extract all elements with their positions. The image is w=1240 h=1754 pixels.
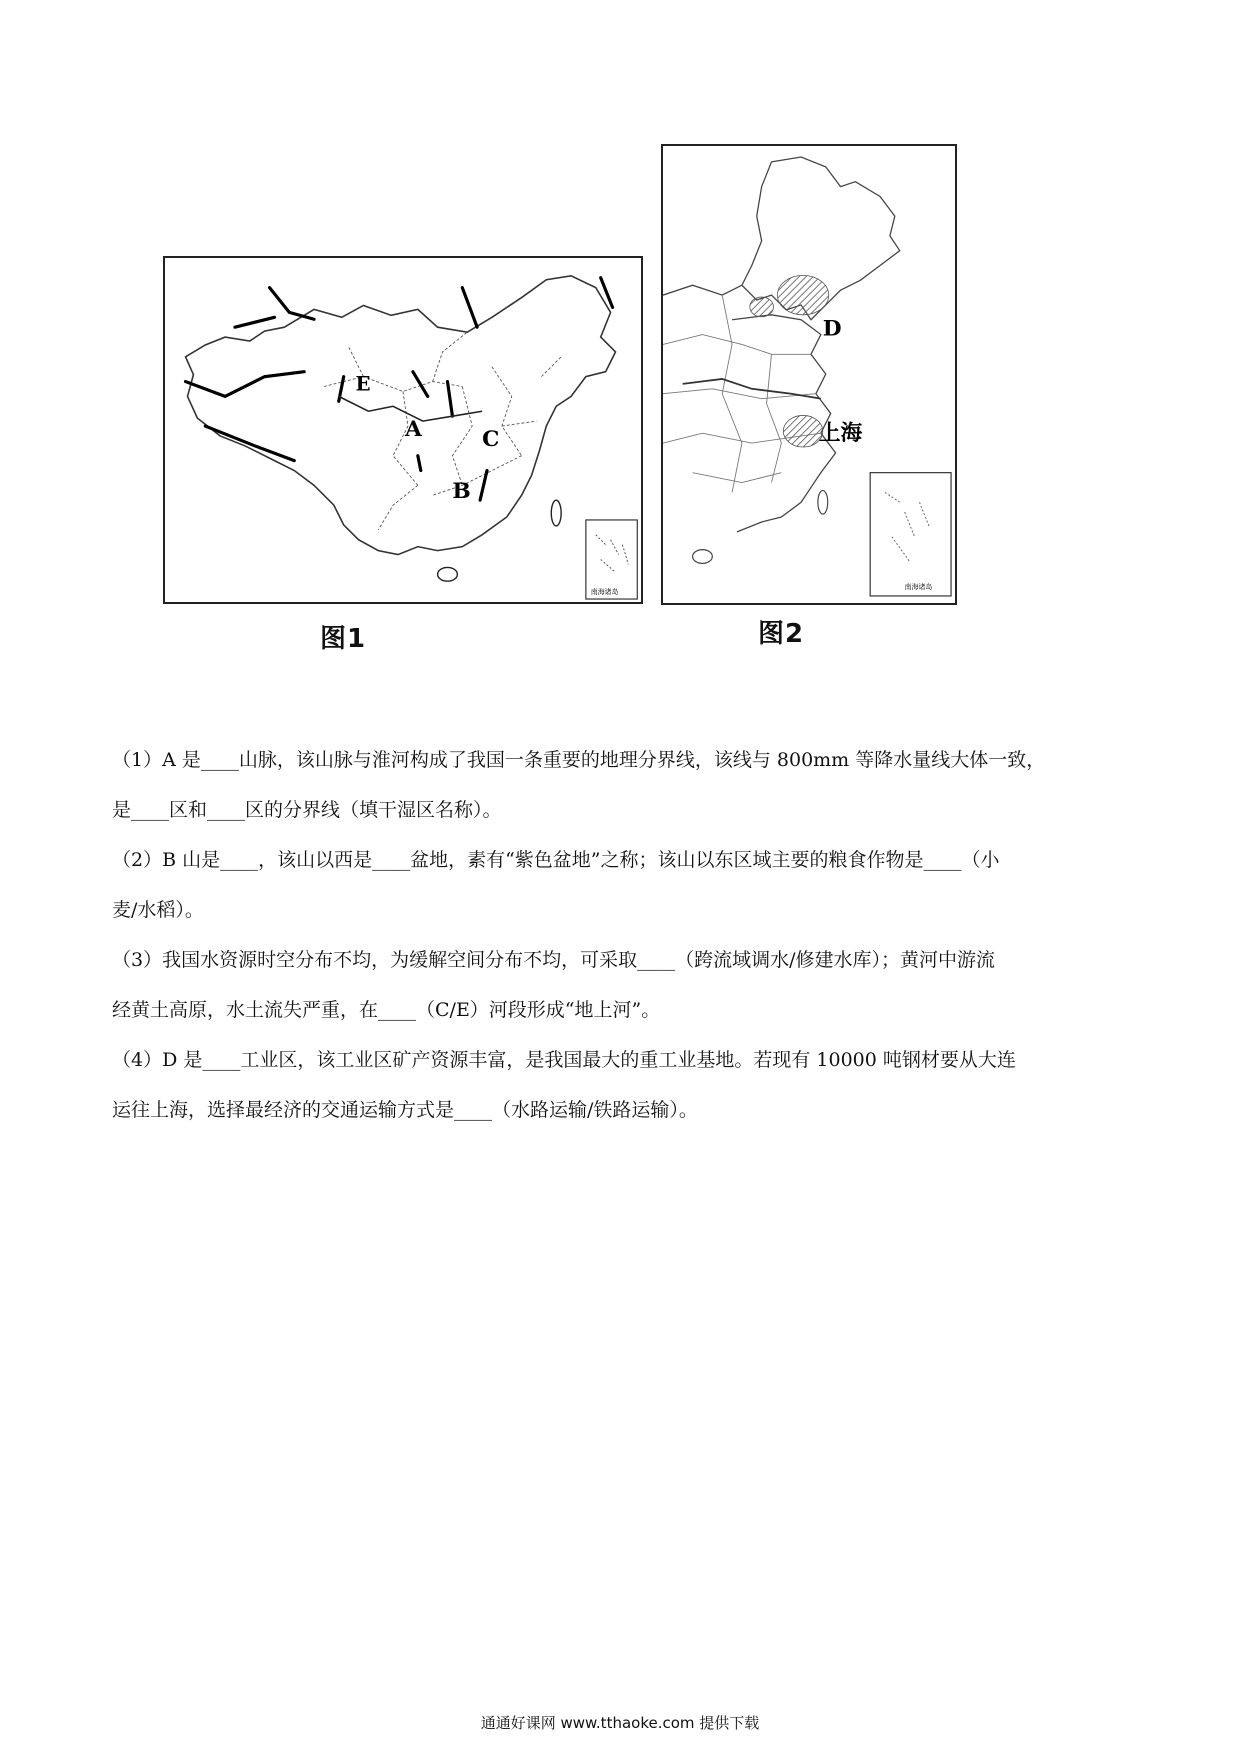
hatched-region-d-small [750, 297, 774, 317]
inset-label: 南海诸岛 [590, 588, 619, 597]
question-line: （3）我国水资源时空分布不均，为缓解空间分布不均，可采取____（跨流域调水/修建水库）；黄河中游流 [112, 949, 995, 971]
label-d: D [822, 316, 842, 342]
page-footer: 通通好课网 www.tthaoke.com 提供下载 [480, 1714, 760, 1732]
question-line: 经黄土高原，水土流失严重，在____（C/E）河段形成“地上河”。 [112, 999, 661, 1021]
question-2 [112, 835, 1132, 935]
hainan-island [438, 567, 458, 581]
question-line: 运往上海，选择最经济的交通运输方式是____（水路运输/铁路运输）。 [112, 1099, 698, 1121]
label-e: E [355, 371, 371, 396]
inset-label: 南海诸岛 [904, 583, 933, 592]
hatched-region-shanghai [783, 415, 822, 447]
question-line: 是____区和____区的分界线（填干湿区名称）。 [112, 799, 502, 821]
figure-2-caption: 图2 [758, 619, 805, 649]
china-map-drawing [165, 258, 641, 602]
figure-1-caption: 图1 [320, 624, 367, 654]
hatched-region-d [777, 275, 828, 314]
label-a: A [404, 416, 422, 442]
figure-2-map [661, 144, 957, 605]
question-line: （1）A 是____山脉，该山脉与淮河构成了我国一条重要的地理分界线，该线与 800mm 等降水量线大体一致， [112, 749, 1046, 771]
label-c: C [482, 426, 500, 452]
question-line: （2）B 山是____，该山以西是____盆地，素有“紫色盆地”之称；该山以东区域主要的粮食作物是____（小 [112, 849, 1000, 871]
figure-1-map [163, 256, 643, 604]
south-sea-inset [870, 473, 951, 596]
taiwan-island [551, 500, 561, 526]
question-4 [112, 1035, 1132, 1135]
province-lines [324, 332, 561, 530]
question-list [112, 735, 1132, 1135]
hainan-island [693, 550, 713, 564]
question-line: 麦/水稻）。 [112, 899, 204, 921]
question-3 [112, 935, 1132, 1035]
label-b: B [452, 479, 471, 505]
province-lines [663, 295, 821, 492]
river-lines [683, 379, 821, 399]
mountain-range-lines [186, 278, 613, 500]
east-china-map-drawing [663, 146, 955, 603]
taiwan-island [818, 490, 828, 514]
question-1 [112, 735, 1132, 835]
coastline [663, 285, 836, 532]
label-shanghai: 上海 [818, 421, 863, 447]
question-line: （4）D 是____工业区，该工业区矿产资源丰富，是我国最大的重工业基地。若现有 10000 吨钢材要从大连 [112, 1049, 1016, 1071]
